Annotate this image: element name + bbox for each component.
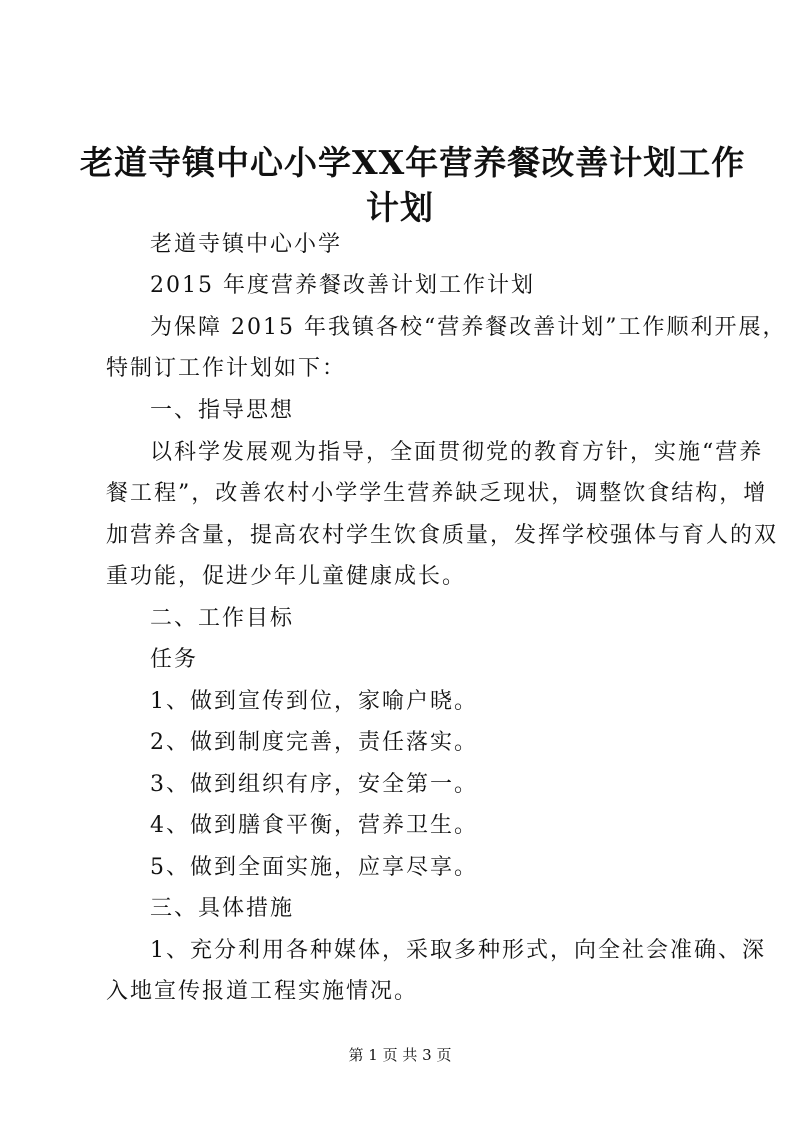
guiding-paragraph-line: 重功能，促进少年儿童健康成长。 <box>106 564 467 589</box>
section-heading-guiding-thought: 一、指导思想 <box>150 398 295 423</box>
section-heading-measures: 三、具体措施 <box>150 896 295 921</box>
document-title-line-2: 计划 <box>366 188 434 227</box>
tasks-label: 任务 <box>150 647 199 672</box>
intro-paragraph-line: 为保障 2015 年我镇各校“营养餐改善计划”工作顺利开展， <box>150 315 787 340</box>
guiding-paragraph-line: 加营养含量，提高农村学生饮食质量，发挥学校强体与育人的双 <box>106 523 779 548</box>
task-item: 2、做到制度完善，责任落实。 <box>150 730 478 755</box>
school-name: 老道寺镇中心小学 <box>150 232 343 257</box>
section-heading-work-goals: 二、工作目标 <box>150 606 295 631</box>
plan-subtitle: 2015 年度营养餐改善计划工作计划 <box>150 273 535 298</box>
guiding-paragraph-line: 以科学发展观为指导，全面贯彻党的教育方针，实施“营养 <box>150 440 764 465</box>
task-item: 1、做到宣传到位，家喻户晓。 <box>150 689 478 714</box>
task-item: 4、做到膳食平衡，营养卫生。 <box>150 813 478 838</box>
task-item: 3、做到组织有序，安全第一。 <box>150 772 478 797</box>
task-item: 5、做到全面实施，应享尽享。 <box>150 855 478 880</box>
page-footer: 第 1 页 共 3 页 <box>348 1046 452 1064</box>
guiding-paragraph-line: 餐工程”，改善农村小学学生营养缺乏现状，调整饮食结构，增 <box>106 481 768 506</box>
measure-paragraph-line: 1、充分利用各种媒体，采取多种形式，向全社会准确、深 <box>150 938 766 963</box>
measure-paragraph-line: 入地宣传报道工程实施情况。 <box>106 979 419 1004</box>
intro-paragraph-line: 特制订工作计划如下： <box>106 356 347 381</box>
document-title-line-1: 老道寺镇中心小学XX年营养餐改善计划工作 <box>80 143 746 182</box>
